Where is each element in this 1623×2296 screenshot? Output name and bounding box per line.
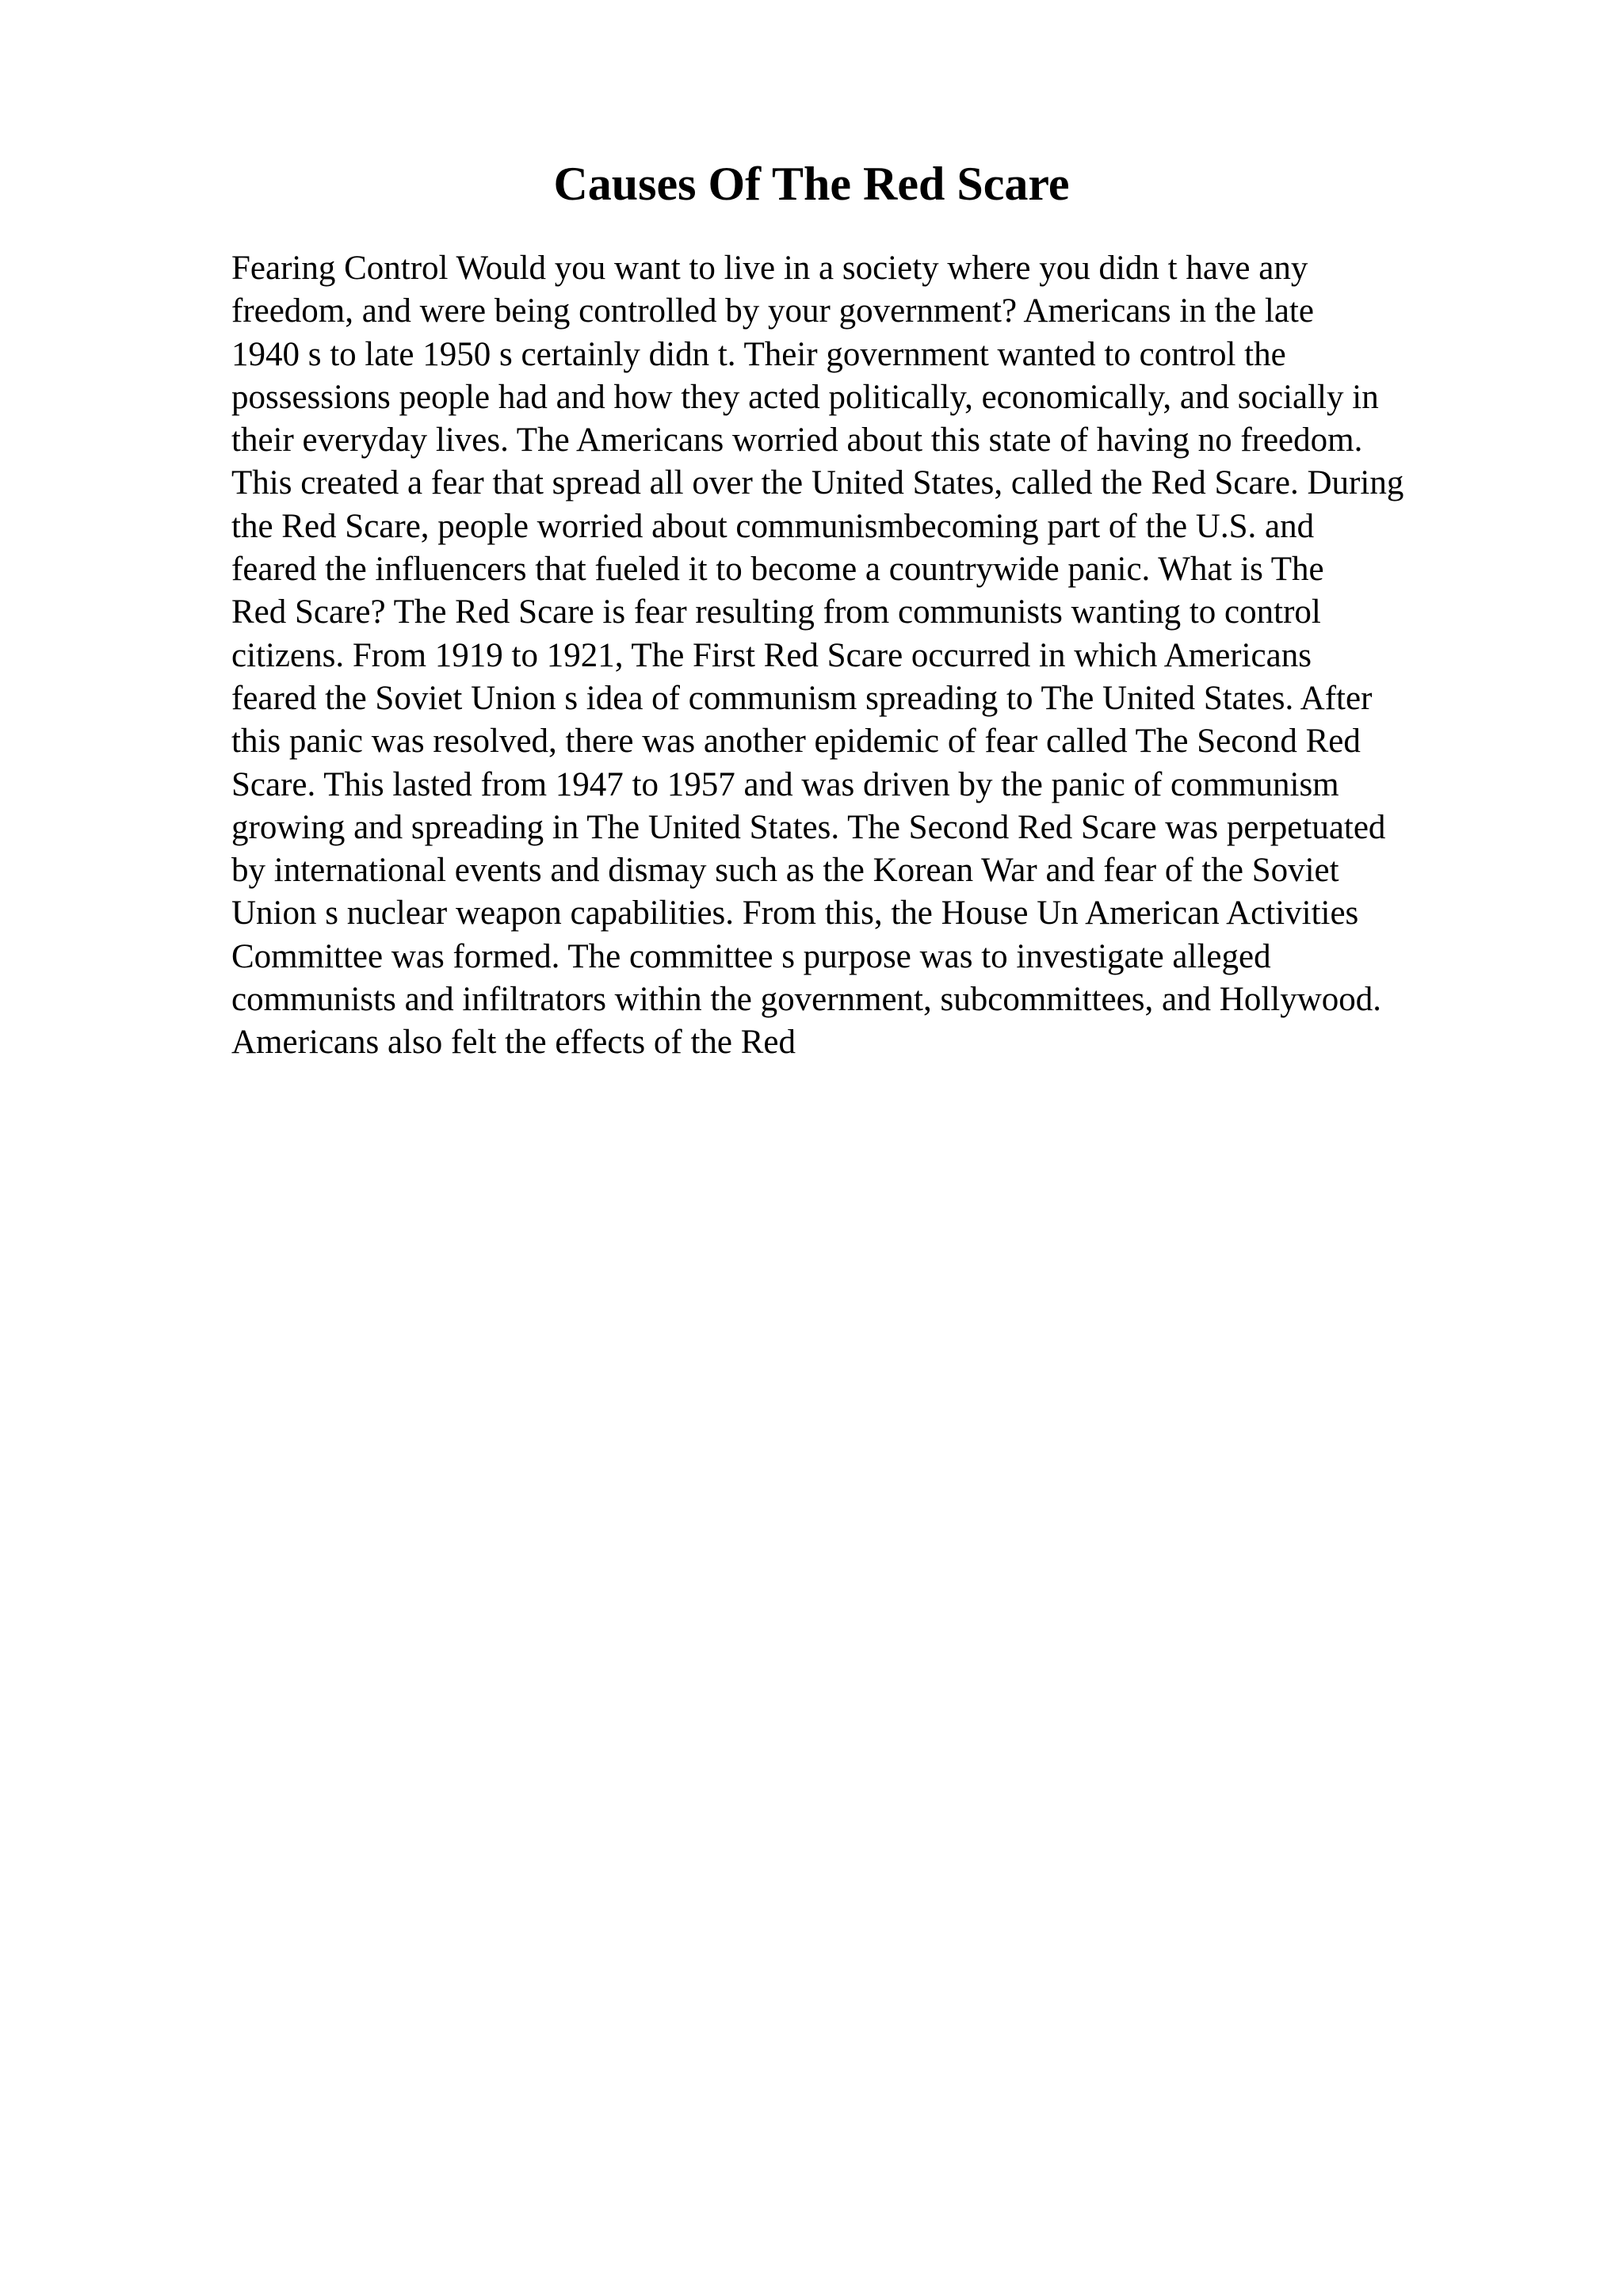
body-line: communists and infiltrators within the government, subcommittees, and Hollywood. xyxy=(231,981,1382,1019)
body-line: Americans also felt the effects of the Red xyxy=(231,1024,796,1062)
body-line: freedom, and were being controlled by your government? Americans in the late xyxy=(231,292,1314,330)
body-line: by international events and dismay such as the Korean War and fear of the Soviet xyxy=(231,852,1339,890)
body-line: feared the Soviet Union s idea of communism spreading to The United States. After xyxy=(231,679,1373,717)
body-line: Red Scare? The Red Scare is fear resulting from communists wanting to control xyxy=(231,593,1321,631)
body-line: growing and spreading in The United States. The Second Red Scare was perpetuated xyxy=(231,808,1386,846)
body-line: 1940 s to late 1950 s certainly didn t. Their government wanted to control the xyxy=(231,335,1286,373)
body-line: This created a fear that spread all over the United States, called the Red Scare. During xyxy=(231,464,1404,502)
document-title: Causes Of The Red Scare xyxy=(553,158,1070,210)
body-line: Fearing Control Would you want to live in a society where you didn t have any xyxy=(231,250,1308,287)
body-line: citizens. From 1919 to 1921, The First Red Scare occurred in which Americans xyxy=(231,636,1312,674)
body-line: Scare. This lasted from 1947 to 1957 and was driven by the panic of communism xyxy=(231,765,1339,803)
body-line: their everyday lives. The Americans worried about this state of having no freedom. xyxy=(231,421,1363,460)
body-line: Committee was formed. The committee s purpose was to investigate alleged xyxy=(231,937,1271,975)
body-line: the Red Scare, people worried about communismbecoming part of the U.S. and xyxy=(231,507,1315,545)
document-body xyxy=(231,247,1515,1065)
body-line: feared the influencers that fueled it to become a countrywide panic. What is The xyxy=(231,551,1324,589)
body-line: Union s nuclear weapon capabilities. From this, the House Un American Activities xyxy=(231,894,1359,933)
body-line: possessions people had and how they acted politically, economically, and socially in xyxy=(231,378,1379,416)
body-line: this panic was resolved, there was another epidemic of fear called The Second Red xyxy=(231,723,1361,761)
